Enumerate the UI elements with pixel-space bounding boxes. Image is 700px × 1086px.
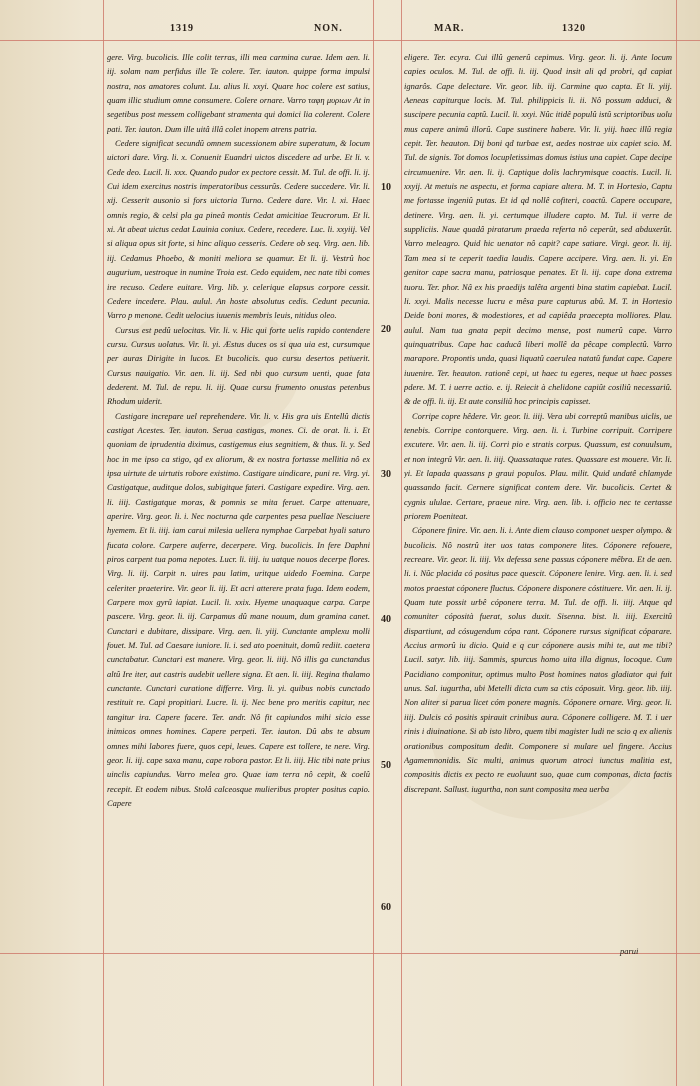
left-page-number: 1319	[170, 23, 194, 34]
top-rule	[0, 40, 700, 41]
gutter-rule-left	[373, 0, 374, 1086]
line-number-40: 40	[381, 614, 391, 625]
left-margin-rule	[103, 0, 104, 1086]
line-number-60: 60	[381, 902, 391, 913]
line-number-50: 50	[381, 760, 391, 771]
left-paragraph-colere: gere. Virg. bucolicis. Ille colit terras, illi mea carmina curae. Idem aen. li. iij. solam nam perfidus ille Te colere. Ter. iauton. quippe forma impulsi nostra, nos amatores colunt. Lu. alius li. xxyi. Quare hoc colere est satius, quam illic studium omne consumere. Colere ornare. Varro ταφη μυριων At in segetibus post messem colligebant stramenta qui domici lia colerent. Colere pati. Ter. iauton. Dum ille uitâ illâ colet inopem atrens patria.	[107, 52, 370, 134]
right-text-column	[404, 50, 672, 950]
line-number-30: 30	[381, 469, 391, 480]
right-margin-rule	[676, 0, 677, 1086]
center-heading: NON.	[314, 23, 343, 34]
catchword: parui	[620, 946, 639, 956]
right-heading: MAR.	[434, 23, 465, 34]
line-number-20: 20	[381, 324, 391, 335]
right-page-number: 1320	[562, 23, 586, 34]
right-paragraph-corripere: Corripe copre hêdere. Vir. geor. li. iiij. Vera ubi correptû manibus uiclis, ue tenebis. Corripe contorquere. Virg. aen. li. i. Turbine corripuit. Corripere excutere. Vir. aen. li. iij. Corri pio e stratis corpus. Quassum, est conuulsum, et non integrû Vir. aen. li. iiij. Quassataque rates. Quassare est mouere. Vir. li. yi. Et lapada quassans p graui populos. Plau. milit. Quid undatê chlamyde quassando facit. Cernere significat contem dere. Vir. bucolicis. Certet & cygnis ululae. Certare, praeue nire. Virg. aen. lib. i. officio nec te certasse priorem Poeniteat.	[404, 410, 672, 521]
left-paragraph-cedere: Cedere significat secundû omnem sucessionem abire superatum, & locum uictori dare. Virg. li. x. Conuenit Euandri uictos discedere ad urbe. Et li. v. Cede deo. Lucil. li. xxx. Quando pudor ex pectore cessit. M. Tul. de offi. li. ij. Cui idem exercitus nostris imperatoribus cessurûs. Cedere succedere. Vir. li. xij. Cesserit ausonio si fors uictoria Turno. Cedere dare. Vir. l. xi. Haec omnis regio, & celsi pla ga pineâ montis Cedat amicitiae Teucrorum. Et li. xi. At abeat uictus cedat Lauinia coniux. Cedere, recedere. Luc. li. xxyiij. Vel si aliqua opus sit forte, si hinc aliquo cesseris. Cedere ob seq. Virg. aen. lib. iij. Cedamus Phoebo, & moniti meliora se quamur. Et li. ij. Vestrû hoc augurium, uestroque in numine Troia est. Cedo equidem, nec nate tibi comes ire recuso. Cedere euitare. Virg. lib. y. celerique elapsus corpore cessit. Cedere incedere. Plau. aulul. An hoste absolutus cedis. Cedunt pecunia. Varro p menone. Cedit uelocius iuuenis membris leuis, nitidus oleo.	[107, 138, 370, 321]
gutter-rule-right	[401, 0, 402, 1086]
right-paragraph-componere: Cóponere finire. Vir. aen. li. i. Ante diem clauso componet uesper olympo. & bucolicis. Nô nostrû iter uos tatas componere lites. Cóponere refouere, recreare. Vir. geor. li. iiij. Vix defessa sene passus cóponere mêbra. Et de aen. li. i. Nûc placida có positus pace quescit. Cóponere lenire. Virg. aen. li. i. sed motos praestat cóponere fluctus. Cóponere disponere cóstituere. Vir. aen. li. ij. Quam tute possit urbê cóponere terra. M. Tul. de offi. li. iiij. Atque qd comuniter cóposità fuerat, solus duxit. Sisenna. bist. li. iiij. Exercitû dispartiunt, ad cósugendum cópa rant. Cóponere rursus significat cóparare. Accius armorû iu dicio. Quid e q cur cóponere ausis mihi te, aut me tibi? Lucil. satyr. lib. iiij. Sammis, spurcus homo uita illa dignus, locoque. Cum Pacidiano componitur, optimus multo Post homines natos gladiator qui fuit unus. Sal. iugurtha, ubi Metelli dicta cum sa ctis cóposuit. Virg. geor. lib. iiij. Non aliter si parua licet cóm ponere magnis. Cóponere ornare. Virg. geor. li. iiij. Dulcis có positis spirauit crinibus aura. Cóponere colligere. M. T. i uer rinis i diuinatione. Si ab isto libro, quem tibi magister ludi ne scio q ex alienis orationibus compositum dedit. Componere si mulare uel fingere. Accius Agamemnonidis. Sic multi, animus quorum atroci iunctus malitia est, compositis dictis ex pecto re euoluunt suo, quae cum componas, dicta factis discrepant. Sallust. iugurtha, non sunt composita mea uerba	[404, 525, 672, 794]
left-paragraph-castigare: Castigare increpare uel reprehendere. Vir. li. v. His gra uis Entellû dictis castigat Acestes. Ter. iauton. Serua castigas, mones. Ci. de orat. li. i. Et quoniam de iprudentia diximus, castigemus eius segnitiem, & thus. li. y. Sed hoc in me ipso ca stigo, qd ex aliorum, & ex nostra fortasse mellitia nô ex ipsa uirtute de uirtutis robore existimo. Castigare uindicare, puni re. Virg. yi. Castigatque, auditque dolos, subigitque fateri. Castigare expedire. Virg. aen. li. iiij. Castigatque moras, & pomnis se mita feruet. Carpe attenuare, aperire. Virg. geor. li. i. Nec nocturna qde carpentes pesa puellae Nesciuere hyemem. Et li. iiij. iam carui milesia uellera nymphae Carpebat hyali saturo fucata colore. Carpere auferre, decerpere. Virg. bucolicis. In fere Daphni piros carpent tua poma nepotes. Lucr. li. iiij. iu uatque nouos decerpe flores. Virg. li. iij. Carpit n. uires pau latim, uritque uidedo Foemina. Carpe celeriter praeterire. Vir. geor li. iij. Et acri atterere prata fuga. Idem eodem, Carpere mox gyrû iapiat. Lucil. li. xxix. Hyeme unaquaque carpa. Carpe pascere. Virg. geor. li. iij. Carpamus dû mane nouum, dum gramina canet. Cunctari e dubitare, dissipare. Virg. aen. li. yiij. Cunctante amplexu molli fouet. M. Tul. ad Caesare iuniore. li. i. sed ato poenituit, domû rediit. caetera cunctabatur. Cunctari est manere. Virg. geor. li. iiij. Nô illis ga cunctandus altû Ire iter, aut castris audebit uellere signa. Et aen. li. iiij. Regina thalamo cunctante. Cunctari curatione differre. Virg. li. yi. quibus nobis cunctado restituit re. Capi propitiari. Lucre. li. ij. Nec bene pro meritis capitur, nec tangitur ira. Capere facere. Ter. andr. Nô fit capiundos mihi sicio esse inimicos omnes homines. Capere perpeti. Ter. iauton. Dû abs te absum omnes mihi labores fuere, quos cepi, leues. Capere est tollere, te nere. Virg. geor. li. iij. cape saxa manu, cape robora pastor. Et li. iiij. Hic tibi nate prius uinclis capiundus. Varro melea gro. Quae iam terra nô cepit, & coelû recepit. Et eodem nibus. Stolâ calceosque mulieribus propter positus capio. Capere	[107, 410, 370, 808]
line-number-10: 10	[381, 182, 391, 193]
right-paragraph-capere: eligere. Ter. ecyra. Cui illû generû cepimus. Virg. geor. li. ij. Ante locum capies oculos. M. Tul. de offi. li. iij. Quod insit ali qd probri, qd capiat ignarôs. Cape delectare. Vir. geor. lib. iij. Carmine quo capta. Et li. yiij. Aeneas capiturque locis. M. Tul. philippicis li. ii. Nô possum adduci, & suscipere pecunia captû. Lucil. li. xxyi. Nûc itidê populû istû scriptoribus uolu mus capere animû illorû. Cape sustinere habere. Vir. li. yiij. haec illû regia cepit. Ter. heauton. Dij boni qd turbae est, aedes nostrae uix capiet scio. M. Tul. de signis. Tot domos locupletissimas domus istius una capiet. Cape decipe circumuenire. Vir. aen. li. ij. Captique dolis lachrymisque coactis. Lucil. li. xxyij. At metuis ne aspectu, et forma capiare altera. M. T. in Hortesio, Captu me fortasse ingeniû putas. Et id qd nollê cofiteri, coactû. Capere occupare, detinere. Virg. aen. li. yi. certumque illudere capto. M. Tul. ii verre de suppliciis. Naue quadâ piratarum praeda referta nô ceperût, sed abduxerût. Varro meleagro. Quid hic uenator nô capit? cape satiare. Virgi. geor. li. iij. Tam mea si te ceperit taedia laudis. Capere accipere. Virg. aen. li. yi. En genitor cape sacra manu, patriosque penates. Et li. iij. cape dona extrema tuoru. Ter. phor. Nâ ex his praedijs talêta argenti bina statim capiebat. Lucil. li. xxyi. Malis necesse lucru e mêsa pure capturus abû. M. T. in Hortesio Deide boni mores, & modestiores, et ad capiêda praecepta molliores. Plau. aulul. Nam tua gnata pepit decimo mense, post numerû cape. Varro quinquatribus. Cape hac caducâ liberi mollê da pêcape complectû. Varro marapore. Propontis unda, quasi liquatû caerulea natatû fundat cape. Capere iuuenire. Ter. heauton. rationê cepi, ut haec tu egeres, neque ut haec posses pdere. M. T. i uerre actio. e. ij. Reiecit à chelidone capiût cosiliû necessariû. & de offi. li. iij. Et aute consiliû hoc principis capisset.	[404, 52, 672, 407]
left-text-column	[107, 50, 370, 950]
left-paragraph-cursus: Cursus est pedû uelocitas. Vir. li. v. Hic qui forte uelis rapido contendere cursu. Cursus uolatus. Vir. li. yi. Æstus duces os si qua uia est, cursumque per auras Dirigite in lucos. Et bucolicis. quo cursu desertos petiuerit. Cursus nauigatio. Vir. aen. li. iij. Sed nbi quo cursum uenti, quae fata dederent. M. Tul. de repu. li. iij. Quae cursu frumento onustas petenbus Rhodum uiderit.	[107, 324, 370, 407]
bottom-rule	[0, 953, 700, 954]
